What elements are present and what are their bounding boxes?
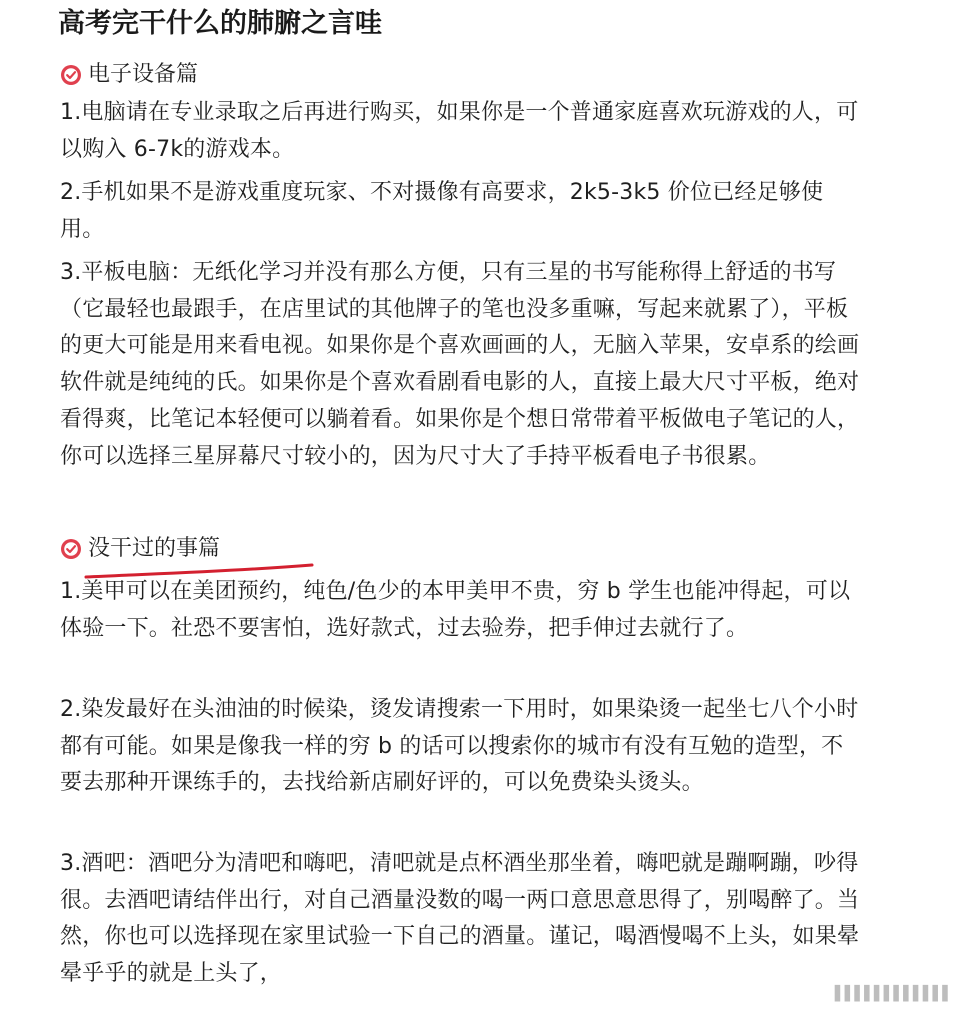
red-check-circle-icon: [60, 538, 82, 560]
section-heading-text: 没干过的事篇: [88, 536, 221, 561]
paragraph-bar: 3.酒吧：酒吧分为清吧和嗨吧，清吧就是点杯酒坐那坐着，嗨吧就是蹦啊蹦，吵得很。去酒吧请结伴出行，对自己酒量没数的喝一两口意思意思得了，别喝醉了。当然，你也可以选择现在家里试验一下自己的酒量。谨记，喝酒慢喝不上头，如果晕晕乎乎的就是上头了，: [60, 851, 860, 987]
paragraph-computer: 1.电脑请在专业录取之后再进行购买，如果你是一个普通家庭喜欢玩游戏的人，可以购入 6-7k的游戏本。: [60, 100, 859, 162]
watermark: ▌▌▌▌▌▌▌▌▌▌▌▌: [834, 986, 952, 1002]
paragraph-tablet: 3.平板电脑：无纸化学习并没有那么方便，只有三星的书写能称得上舒适的书写（它最轻也最跟手，在店里试的其他牌子的笔也没多重嘛，写起来就累了），平板的更大可能是用来看电视。如果你是个喜欢画画的人，无脑入苹果，安卓系的绘画软件就是纯纯的氏。如果你是个喜欢看剧看电影的人，直接上最大尺寸平板，绝对看得爽，比笔记本轻便可以躺着看。如果你是个想日常带着平板做电子笔记的人，你可以选择三星屏幕尺寸较小的，因为尺寸大了手持平板看电子书很累。: [60, 260, 860, 469]
section-heading-text: 电子设备篇: [88, 62, 199, 87]
section-heading-electronics: [60, 58, 198, 92]
section-heading-new-experiences: [60, 532, 220, 566]
paragraph-phone: 2.手机如果不是游戏重度玩家、不对摄像有高要求，2k5-3k5 价位已经足够使用。: [60, 180, 824, 242]
paragraph-hair-dye: 2.染发最好在头油油的时候染，烫发请搜索一下用时，如果染烫一起坐七八个小时都有可能。如果是像我一样的穷 b 的话可以搜索你的城市有没有互勉的造型，不要去那种开课练手的，去找给新店刷好评的，可以免费染头烫头。: [60, 697, 859, 796]
page-title: 高考完干什么的肺腑之言哇: [58, 8, 382, 39]
red-check-circle-icon: [60, 64, 82, 86]
paragraph-manicure: 1.美甲可以在美团预约，纯色/色少的本甲美甲不贵，穷 b 学生也能冲得起，可以体验一下。社恐不要害怕，选好款式，过去验券，把手伸过去就行了。: [60, 579, 851, 641]
